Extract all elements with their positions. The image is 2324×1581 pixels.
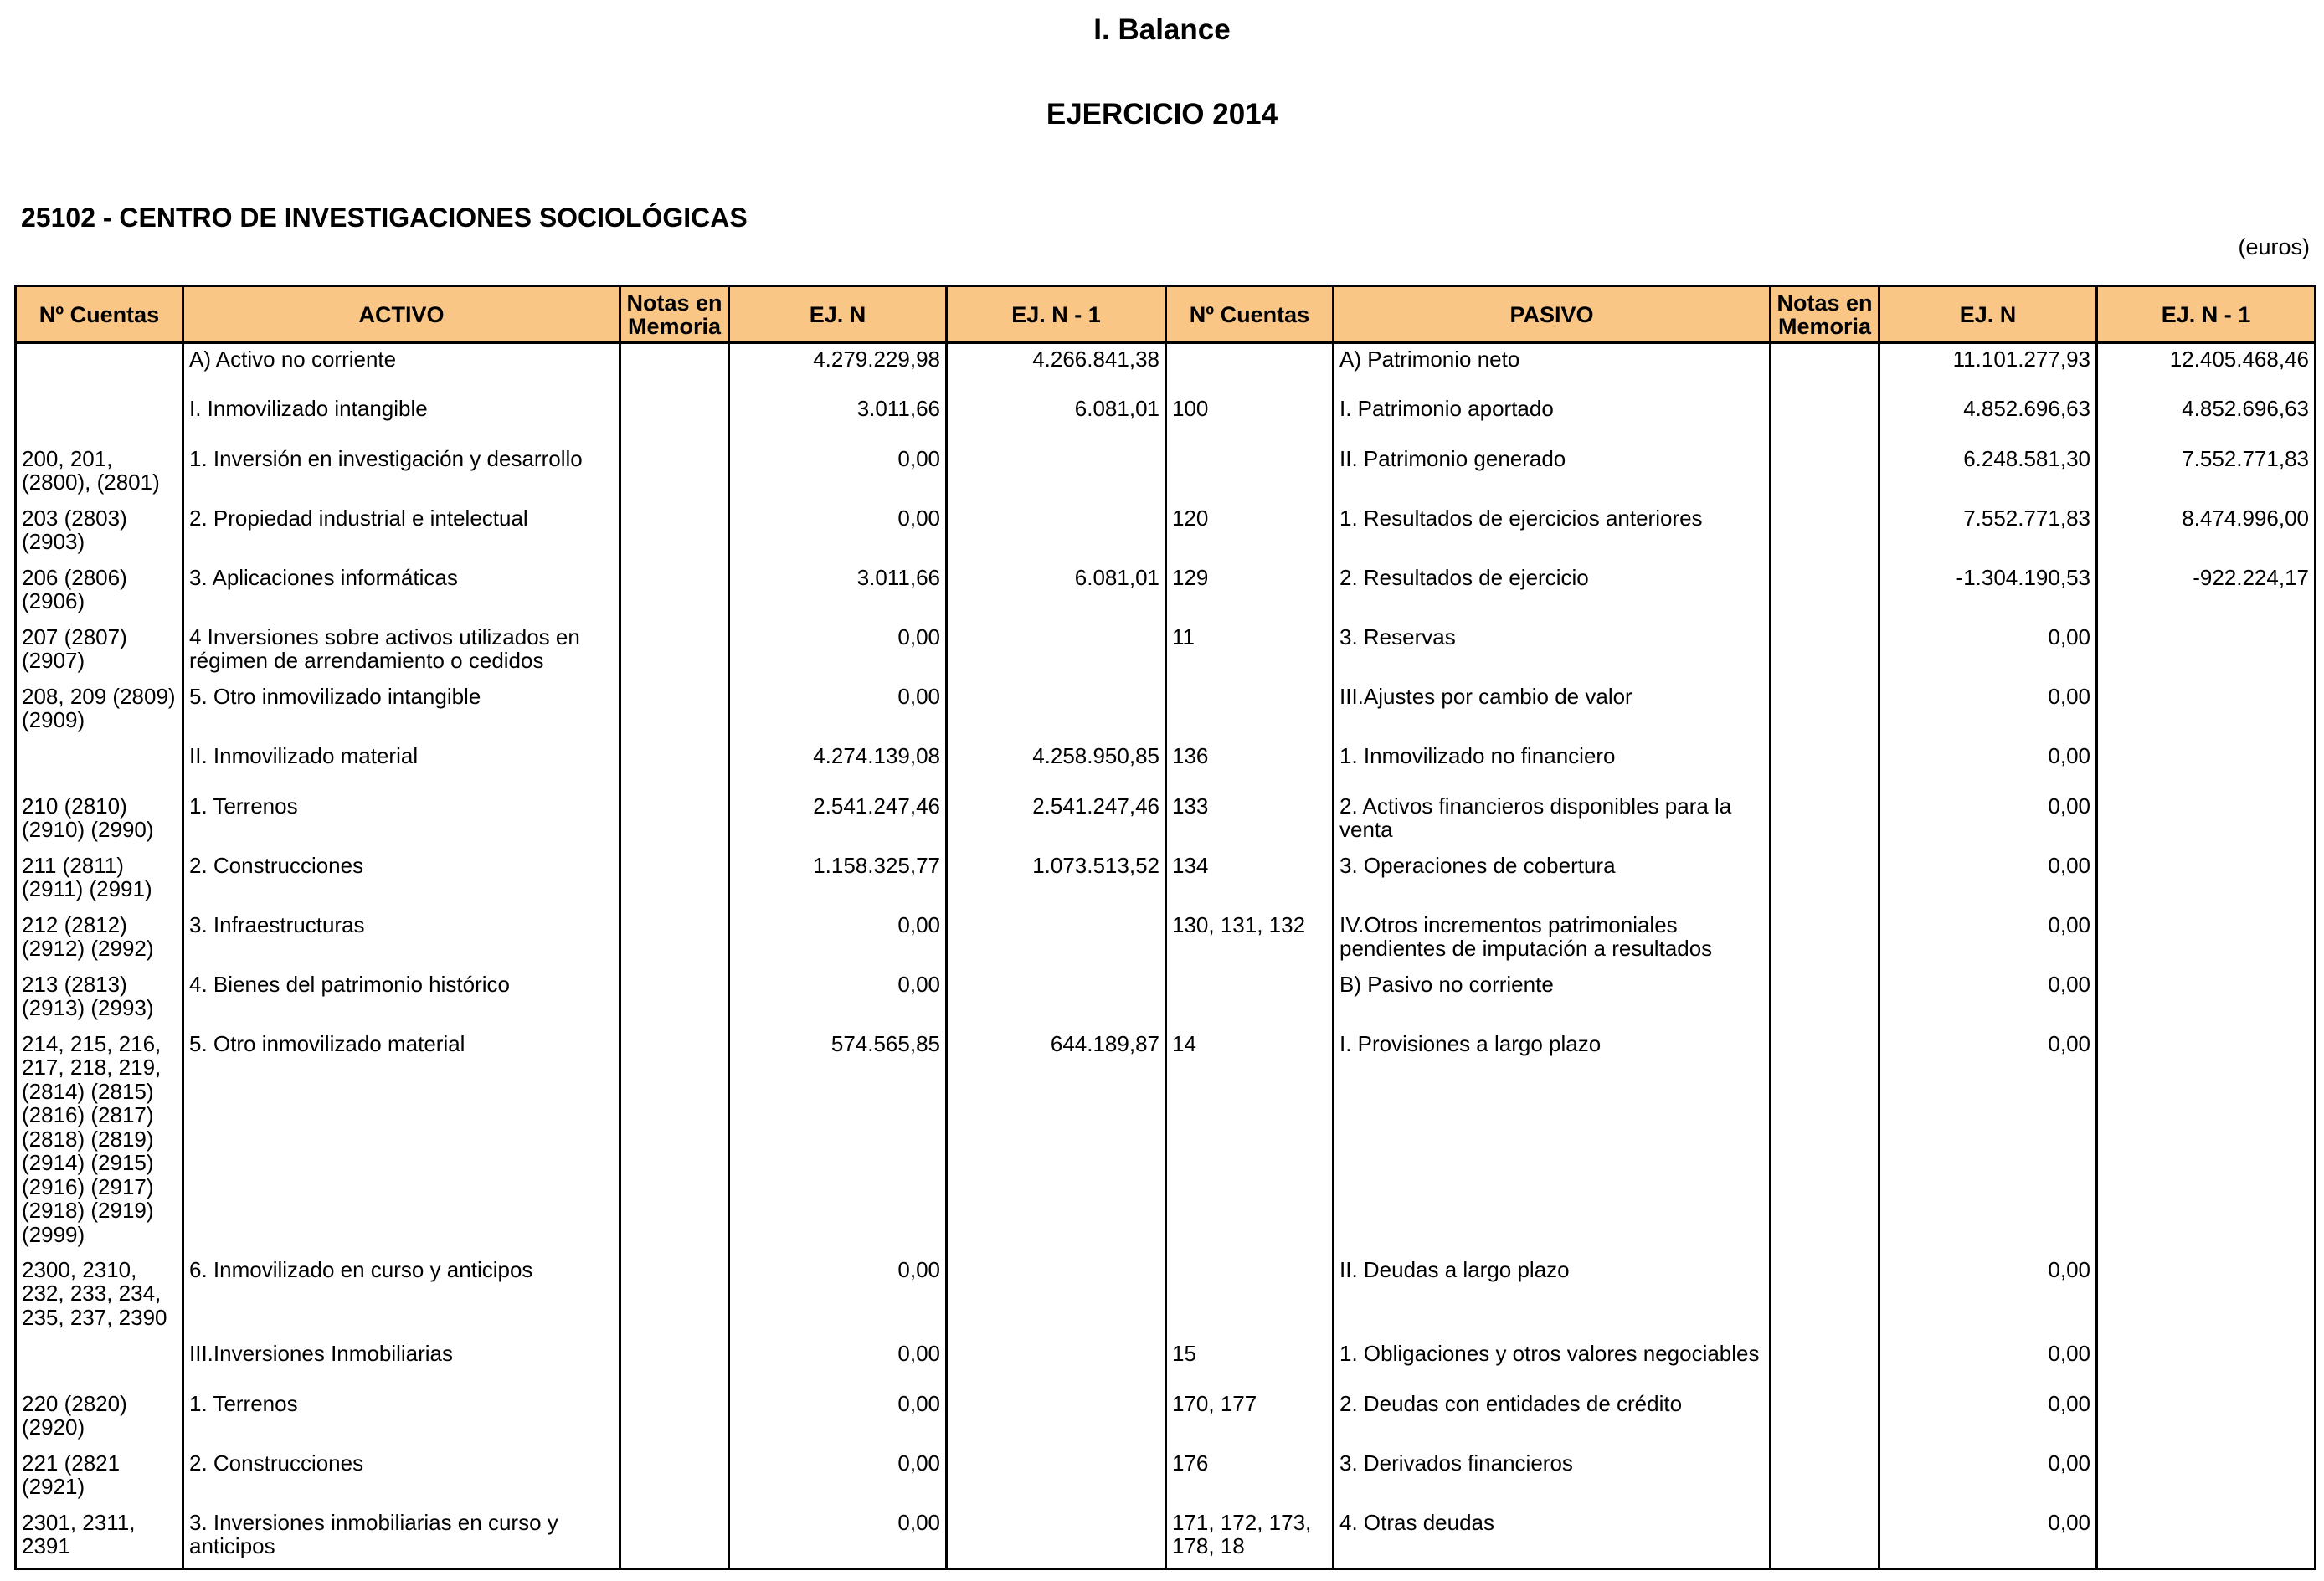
ejn-pasivo-cell: 0,00 xyxy=(1879,969,2097,1029)
entity-name: 25102 - CENTRO DE INVESTIGACIONES SOCIOLÓGICAS xyxy=(21,203,748,233)
notas-activo-cell xyxy=(620,562,729,622)
table-row xyxy=(16,444,2316,503)
notas-activo-cell xyxy=(620,503,729,562)
ejn-pasivo-cell: 0,00 xyxy=(1879,1389,2097,1448)
ejn-activo-cell: 0,00 xyxy=(729,910,947,969)
ejn1-activo-cell: 644.189,87 xyxy=(947,1029,1166,1255)
ejn-pasivo-cell: 7.552.771,83 xyxy=(1879,503,2097,562)
ejn-pasivo-cell: 0,00 xyxy=(1879,1255,2097,1338)
ejn-activo-cell: 3.011,66 xyxy=(729,393,947,444)
ejn1-activo-cell xyxy=(947,1255,1166,1338)
ejn1-activo-cell: 1.073.513,52 xyxy=(947,850,1166,910)
col-header-ejn1-pasivo: EJ. N - 1 xyxy=(2097,286,2316,343)
ejn-activo-cell: 0,00 xyxy=(729,1507,947,1569)
cuentas-pasivo-cell: 134 xyxy=(1166,850,1334,910)
ejn-activo-cell: 574.565,85 xyxy=(729,1029,947,1255)
table-row xyxy=(16,393,2316,444)
activo-concept-cell: 1. Terrenos xyxy=(183,1389,620,1448)
notas-pasivo-cell xyxy=(1771,1507,1879,1569)
ejn1-activo-cell xyxy=(947,1507,1166,1569)
notas-pasivo-cell xyxy=(1771,791,1879,850)
col-header-cuentas-activo: Nº Cuentas xyxy=(16,286,183,343)
ejn1-activo-cell xyxy=(947,910,1166,969)
cuentas-pasivo-cell xyxy=(1166,681,1334,741)
col-header-activo: ACTIVO xyxy=(183,286,620,343)
pasivo-concept-cell: 1. Obligaciones y otros valores negociables xyxy=(1334,1338,1771,1389)
notas-pasivo-cell xyxy=(1771,562,1879,622)
cuentas-activo-cell: 207 (2807) (2907) xyxy=(16,622,183,681)
notas-pasivo-cell xyxy=(1771,969,1879,1029)
pasivo-concept-cell: I. Provisiones a largo plazo xyxy=(1334,1029,1771,1255)
activo-concept-cell: 2. Construcciones xyxy=(183,850,620,910)
table-row xyxy=(16,969,2316,1029)
table-row xyxy=(16,1448,2316,1507)
table-row xyxy=(16,910,2316,969)
ejn-activo-cell: 0,00 xyxy=(729,622,947,681)
page-title: I. Balance xyxy=(1093,13,1231,46)
notas-activo-cell xyxy=(620,969,729,1029)
pasivo-concept-cell: B) Pasivo no corriente xyxy=(1334,969,1771,1029)
ejn-activo-cell: 0,00 xyxy=(729,1389,947,1448)
activo-concept-cell: 2. Propiedad industrial e intelectual xyxy=(183,503,620,562)
cuentas-activo-cell xyxy=(16,393,183,444)
notas-pasivo-cell xyxy=(1771,503,1879,562)
cuentas-activo-cell: 212 (2812) (2912) (2992) xyxy=(16,910,183,969)
ejn-pasivo-cell: -1.304.190,53 xyxy=(1879,562,2097,622)
col-header-ejn-activo: EJ. N xyxy=(729,286,947,343)
ejn-activo-cell: 0,00 xyxy=(729,681,947,741)
activo-concept-cell: 4. Bienes del patrimonio histórico xyxy=(183,969,620,1029)
ejn-activo-cell: 0,00 xyxy=(729,503,947,562)
ejn-pasivo-cell: 11.101.277,93 xyxy=(1879,343,2097,393)
cuentas-activo-cell: 208, 209 (2809) (2909) xyxy=(16,681,183,741)
activo-concept-cell: 3. Aplicaciones informáticas xyxy=(183,562,620,622)
ejn-activo-cell: 0,00 xyxy=(729,444,947,503)
table-row xyxy=(16,681,2316,741)
ejn1-pasivo-cell xyxy=(2097,1448,2316,1507)
ejn1-pasivo-cell xyxy=(2097,1507,2316,1569)
ejn1-activo-cell: 2.541.247,46 xyxy=(947,791,1166,850)
cuentas-activo-cell: 213 (2813) (2913) (2993) xyxy=(16,969,183,1029)
activo-concept-cell: 1. Inversión en investigación y desarrollo xyxy=(183,444,620,503)
activo-concept-cell: 6. Inmovilizado en curso y anticipos xyxy=(183,1255,620,1338)
cuentas-activo-cell: 214, 215, 216, 217, 218, 219, (2814) (2815) (2816) (2817) (2818) (2819) (2914) (2915) (2916) (2917) (2918) (2919) (2999) xyxy=(16,1029,183,1255)
notas-pasivo-cell xyxy=(1771,393,1879,444)
cuentas-activo-cell: 206 (2806) (2906) xyxy=(16,562,183,622)
ejn-pasivo-cell: 0,00 xyxy=(1879,1448,2097,1507)
cuentas-activo-cell: 220 (2820) (2920) xyxy=(16,1389,183,1448)
cuentas-pasivo-cell xyxy=(1166,969,1334,1029)
ejn1-activo-cell xyxy=(947,1389,1166,1448)
ejn1-activo-cell xyxy=(947,1338,1166,1389)
cuentas-pasivo-cell: 120 xyxy=(1166,503,1334,562)
balance-table xyxy=(14,285,2316,1570)
notas-pasivo-cell xyxy=(1771,850,1879,910)
ejn-activo-cell: 4.274.139,08 xyxy=(729,741,947,791)
notas-activo-cell xyxy=(620,1507,729,1569)
activo-concept-cell: 2. Construcciones xyxy=(183,1448,620,1507)
notas-activo-cell xyxy=(620,1448,729,1507)
ejn1-activo-cell xyxy=(947,681,1166,741)
cuentas-pasivo-cell: 14 xyxy=(1166,1029,1334,1255)
ejn1-activo-cell: 6.081,01 xyxy=(947,562,1166,622)
ejn1-pasivo-cell xyxy=(2097,1338,2316,1389)
ejn1-pasivo-cell: -922.224,17 xyxy=(2097,562,2316,622)
ejn1-activo-cell xyxy=(947,969,1166,1029)
ejn1-pasivo-cell: 4.852.696,63 xyxy=(2097,393,2316,444)
cuentas-pasivo-cell xyxy=(1166,343,1334,393)
ejn1-pasivo-cell xyxy=(2097,850,2316,910)
cuentas-pasivo-cell: 133 xyxy=(1166,791,1334,850)
cuentas-pasivo-cell: 100 xyxy=(1166,393,1334,444)
cuentas-activo-cell: 211 (2811) (2911) (2991) xyxy=(16,850,183,910)
cuentas-activo-cell: 2300, 2310, 232, 233, 234, 235, 237, 2390 xyxy=(16,1255,183,1338)
ejn1-pasivo-cell xyxy=(2097,1029,2316,1255)
cuentas-activo-cell xyxy=(16,741,183,791)
notas-activo-cell xyxy=(620,741,729,791)
activo-concept-cell: 1. Terrenos xyxy=(183,791,620,850)
table-row xyxy=(16,1507,2316,1569)
notas-pasivo-cell xyxy=(1771,1389,1879,1448)
fiscal-year-title: EJERCICIO 2014 xyxy=(1046,98,1278,131)
activo-concept-cell: 4 Inversiones sobre activos utilizados en régimen de arrendamiento o cedidos xyxy=(183,622,620,681)
notas-pasivo-cell xyxy=(1771,741,1879,791)
ejn1-pasivo-cell: 12.405.468,46 xyxy=(2097,343,2316,393)
cuentas-activo-cell xyxy=(16,343,183,393)
cuentas-pasivo-cell xyxy=(1166,1255,1334,1338)
table-row xyxy=(16,562,2316,622)
notas-pasivo-cell xyxy=(1771,1255,1879,1338)
cuentas-pasivo-cell: 176 xyxy=(1166,1448,1334,1507)
ejn1-activo-cell xyxy=(947,622,1166,681)
ejn1-pasivo-cell xyxy=(2097,1389,2316,1448)
table-row xyxy=(16,791,2316,850)
notas-pasivo-cell xyxy=(1771,622,1879,681)
notas-activo-cell xyxy=(620,1389,729,1448)
pasivo-concept-cell: 2. Activos financieros disponibles para la venta xyxy=(1334,791,1771,850)
cuentas-pasivo-cell: 15 xyxy=(1166,1338,1334,1389)
ejn-activo-cell: 4.279.229,98 xyxy=(729,343,947,393)
notas-pasivo-cell xyxy=(1771,444,1879,503)
pasivo-concept-cell: 1. Inmovilizado no financiero xyxy=(1334,741,1771,791)
ejn1-pasivo-cell: 8.474.996,00 xyxy=(2097,503,2316,562)
ejn-pasivo-cell: 0,00 xyxy=(1879,791,2097,850)
pasivo-concept-cell: 3. Derivados financieros xyxy=(1334,1448,1771,1507)
ejn-activo-cell: 2.541.247,46 xyxy=(729,791,947,850)
activo-concept-cell: A) Activo no corriente xyxy=(183,343,620,393)
ejn-pasivo-cell: 0,00 xyxy=(1879,850,2097,910)
table-row xyxy=(16,741,2316,791)
ejn1-activo-cell: 4.258.950,85 xyxy=(947,741,1166,791)
ejn-activo-cell: 0,00 xyxy=(729,1448,947,1507)
cuentas-pasivo-cell: 129 xyxy=(1166,562,1334,622)
ejn1-pasivo-cell xyxy=(2097,969,2316,1029)
notas-activo-cell xyxy=(620,622,729,681)
table-row xyxy=(16,1338,2316,1389)
pasivo-concept-cell: 3. Reservas xyxy=(1334,622,1771,681)
ejn-pasivo-cell: 0,00 xyxy=(1879,910,2097,969)
pasivo-concept-cell: 3. Operaciones de cobertura xyxy=(1334,850,1771,910)
pasivo-concept-cell: 2. Deudas con entidades de crédito xyxy=(1334,1389,1771,1448)
notas-activo-cell xyxy=(620,791,729,850)
notas-activo-cell xyxy=(620,681,729,741)
pasivo-concept-cell: IV.Otros incrementos patrimoniales pendientes de imputación a resultados xyxy=(1334,910,1771,969)
ejn-pasivo-cell: 4.852.696,63 xyxy=(1879,393,2097,444)
cuentas-activo-cell: 210 (2810) (2910) (2990) xyxy=(16,791,183,850)
notas-pasivo-cell xyxy=(1771,1029,1879,1255)
ejn1-pasivo-cell xyxy=(2097,741,2316,791)
activo-concept-cell: I. Inmovilizado intangible xyxy=(183,393,620,444)
notas-pasivo-cell xyxy=(1771,343,1879,393)
pasivo-concept-cell: 2. Resultados de ejercicio xyxy=(1334,562,1771,622)
cuentas-pasivo-cell: 171, 172, 173, 178, 18 xyxy=(1166,1507,1334,1569)
cuentas-pasivo-cell: 170, 177 xyxy=(1166,1389,1334,1448)
activo-concept-cell: III.Inversiones Inmobiliarias xyxy=(183,1338,620,1389)
cuentas-activo-cell: 200, 201, (2800), (2801) xyxy=(16,444,183,503)
col-header-ejn1-activo: EJ. N - 1 xyxy=(947,286,1166,343)
cuentas-activo-cell xyxy=(16,1338,183,1389)
activo-concept-cell: 3. Inversiones inmobiliarias en curso y anticipos xyxy=(183,1507,620,1569)
notas-activo-cell xyxy=(620,343,729,393)
activo-concept-cell: 5. Otro inmovilizado intangible xyxy=(183,681,620,741)
cuentas-pasivo-cell: 136 xyxy=(1166,741,1334,791)
notas-pasivo-cell xyxy=(1771,1448,1879,1507)
ejn1-activo-cell xyxy=(947,444,1166,503)
notas-pasivo-cell xyxy=(1771,910,1879,969)
ejn-activo-cell: 0,00 xyxy=(729,1255,947,1338)
notas-activo-cell xyxy=(620,1029,729,1255)
ejn-pasivo-cell: 0,00 xyxy=(1879,1338,2097,1389)
col-header-notas-pasivo: Notas en Memoria xyxy=(1771,286,1879,343)
currency-units: (euros) xyxy=(2238,234,2310,259)
col-header-cuentas-pasivo: Nº Cuentas xyxy=(1166,286,1334,343)
ejn1-pasivo-cell xyxy=(2097,1255,2316,1338)
pasivo-concept-cell: 4. Otras deudas xyxy=(1334,1507,1771,1569)
col-header-ejn-pasivo: EJ. N xyxy=(1879,286,2097,343)
table-header-row xyxy=(16,286,2316,343)
ejn1-activo-cell: 6.081,01 xyxy=(947,393,1166,444)
activo-concept-cell: 3. Infraestructuras xyxy=(183,910,620,969)
ejn1-pasivo-cell xyxy=(2097,791,2316,850)
table-row xyxy=(16,503,2316,562)
notas-activo-cell xyxy=(620,850,729,910)
ejn-pasivo-cell: 0,00 xyxy=(1879,1507,2097,1569)
col-header-notas-activo: Notas en Memoria xyxy=(620,286,729,343)
table-row xyxy=(16,1029,2316,1255)
ejn-pasivo-cell: 0,00 xyxy=(1879,681,2097,741)
notas-pasivo-cell xyxy=(1771,1338,1879,1389)
notas-activo-cell xyxy=(620,1338,729,1389)
cuentas-pasivo-cell: 130, 131, 132 xyxy=(1166,910,1334,969)
table-row xyxy=(16,850,2316,910)
col-header-pasivo: PASIVO xyxy=(1334,286,1771,343)
balance-table-body xyxy=(16,343,2316,1569)
pasivo-concept-cell: 1. Resultados de ejercicios anteriores xyxy=(1334,503,1771,562)
pasivo-concept-cell: II. Patrimonio generado xyxy=(1334,444,1771,503)
activo-concept-cell: 5. Otro inmovilizado material xyxy=(183,1029,620,1255)
pasivo-concept-cell: I. Patrimonio aportado xyxy=(1334,393,1771,444)
ejn1-pasivo-cell xyxy=(2097,681,2316,741)
cuentas-pasivo-cell xyxy=(1166,444,1334,503)
ejn-pasivo-cell: 0,00 xyxy=(1879,1029,2097,1255)
table-row xyxy=(16,1389,2316,1448)
table-row xyxy=(16,343,2316,393)
pasivo-concept-cell: A) Patrimonio neto xyxy=(1334,343,1771,393)
ejn1-pasivo-cell: 7.552.771,83 xyxy=(2097,444,2316,503)
ejn1-activo-cell xyxy=(947,503,1166,562)
cuentas-activo-cell: 2301, 2311, 2391 xyxy=(16,1507,183,1569)
ejn-pasivo-cell: 0,00 xyxy=(1879,741,2097,791)
table-row xyxy=(16,622,2316,681)
notas-activo-cell xyxy=(620,444,729,503)
ejn-activo-cell: 0,00 xyxy=(729,969,947,1029)
ejn1-pasivo-cell xyxy=(2097,622,2316,681)
cuentas-pasivo-cell: 11 xyxy=(1166,622,1334,681)
ejn-pasivo-cell: 0,00 xyxy=(1879,622,2097,681)
pasivo-concept-cell: II. Deudas a largo plazo xyxy=(1334,1255,1771,1338)
ejn-activo-cell: 0,00 xyxy=(729,1338,947,1389)
ejn-pasivo-cell: 6.248.581,30 xyxy=(1879,444,2097,503)
ejn1-activo-cell xyxy=(947,1448,1166,1507)
cuentas-activo-cell: 203 (2803) (2903) xyxy=(16,503,183,562)
notas-activo-cell xyxy=(620,910,729,969)
pasivo-concept-cell: III.Ajustes por cambio de valor xyxy=(1334,681,1771,741)
ejn1-activo-cell: 4.266.841,38 xyxy=(947,343,1166,393)
activo-concept-cell: II. Inmovilizado material xyxy=(183,741,620,791)
ejn-activo-cell: 3.011,66 xyxy=(729,562,947,622)
ejn-activo-cell: 1.158.325,77 xyxy=(729,850,947,910)
notas-activo-cell xyxy=(620,393,729,444)
cuentas-activo-cell: 221 (2821 (2921) xyxy=(16,1448,183,1507)
ejn1-pasivo-cell xyxy=(2097,910,2316,969)
notas-activo-cell xyxy=(620,1255,729,1338)
notas-pasivo-cell xyxy=(1771,681,1879,741)
table-row xyxy=(16,1255,2316,1338)
